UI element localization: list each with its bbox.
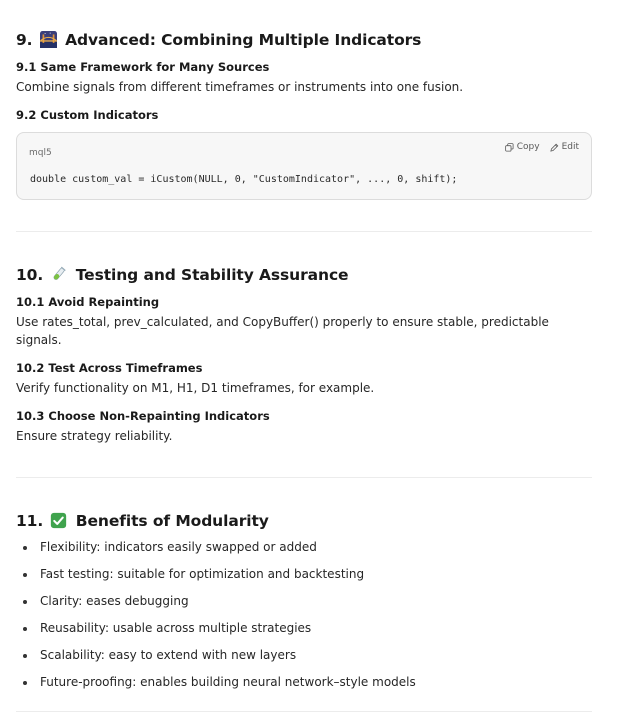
paragraph-10-3: Ensure strategy reliability. [16, 429, 173, 443]
code-language-label: mql5 [29, 148, 52, 158]
list-item: Flexibility: indicators easily swapped or added [16, 538, 592, 565]
section-9-heading [16, 26, 592, 54]
paragraph-10-2: Verify functionality on M1, H1, D1 timeframes, for example. [16, 381, 375, 395]
benefits-list [16, 538, 592, 700]
subheading-9-2: 9.2 Custom Indicators [16, 108, 159, 122]
subheading-10-3: 10.3 Choose Non-Repainting Indicators [16, 409, 270, 423]
list-item: Clarity: eases debugging [16, 592, 592, 619]
list-item: Reusability: usable across multiple strategies [16, 619, 592, 646]
code-block [16, 132, 592, 200]
list-item: Scalability: easy to extend with new layers [16, 646, 592, 673]
section-9-title: Advanced: Combining Multiple Indicators [65, 31, 422, 49]
section-10-heading [16, 261, 592, 289]
section-10-title: Testing and Stability Assurance [75, 266, 349, 284]
copy-code-button[interactable] [505, 140, 540, 154]
section-10-number: 10. [16, 266, 44, 284]
list-item: Fast testing: suitable for optimization and backtesting [16, 565, 592, 592]
section-divider [16, 711, 592, 712]
list-item: Future-proofing: enables building neural network–style models [16, 673, 592, 700]
subheading-10-2: 10.2 Test Across Timeframes [16, 361, 203, 375]
code-line: double custom_val = iCustom(NULL, 0, "CustomIndicator", ..., 0, shift); [30, 174, 458, 185]
copy-label: Copy [516, 142, 540, 152]
document-content [16, 26, 592, 712]
section-11-number: 11. [16, 512, 44, 530]
bridge-at-night-icon [40, 31, 57, 48]
subheading-9-1: 9.1 Same Framework for Many Sources [16, 60, 270, 74]
section-11-title: Benefits of Modularity [75, 512, 269, 530]
section-9-number: 9. [16, 31, 33, 49]
code-header [29, 140, 579, 158]
section-11-heading [16, 507, 592, 535]
paragraph-9-1: Combine signals from different timeframes or instruments into one fusion. [16, 80, 464, 94]
copy-icon [505, 143, 514, 152]
pencil-icon [550, 143, 559, 152]
edit-code-button[interactable] [550, 140, 579, 154]
check-mark-button-icon [50, 512, 67, 529]
code-actions [505, 140, 579, 154]
edit-label: Edit [561, 142, 579, 152]
paragraph-10-1: Use rates_total, prev_calculated, and CopyBuffer() properly to ensure stable, predictable signals. [16, 315, 549, 347]
subheading-10-1: 10.1 Avoid Repainting [16, 295, 160, 309]
test-tube-icon [50, 266, 67, 283]
